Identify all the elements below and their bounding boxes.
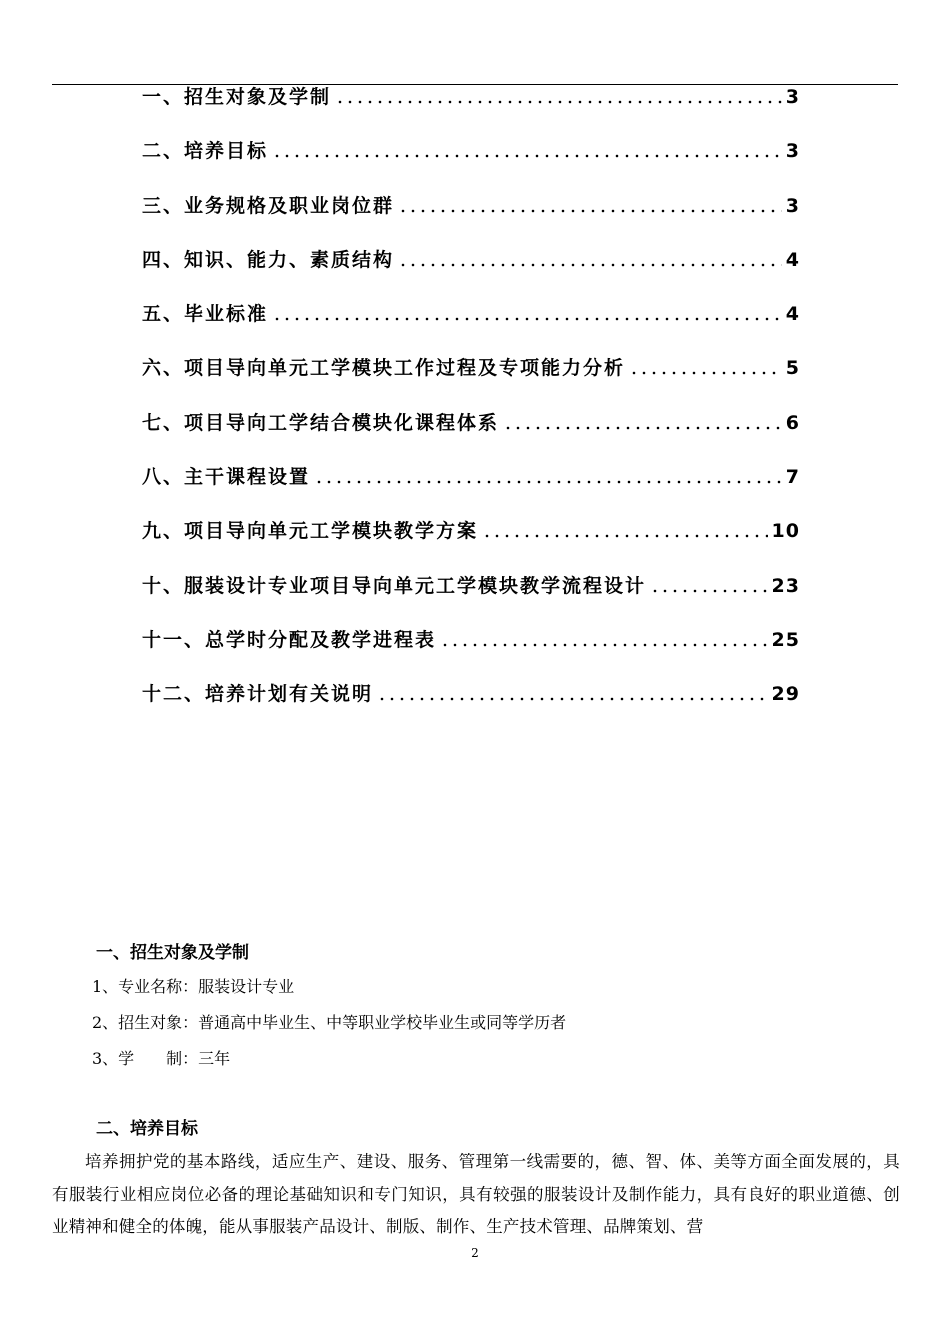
toc-dot-leader: [335, 82, 782, 104]
toc-entry[interactable]: [142, 571, 800, 625]
toc-entry-title: 一、招生对象及学制: [142, 86, 332, 108]
page-number: 2: [471, 1246, 479, 1260]
toc-entry-page: 10: [771, 520, 800, 543]
toc-dot-leader: [272, 136, 782, 158]
section-heading: 二、培养目标: [96, 1119, 198, 1139]
toc-entry[interactable]: [142, 408, 800, 462]
section-heading: 一、招生对象及学制: [96, 943, 249, 963]
toc-entry-page: 3: [785, 86, 800, 108]
toc-entry-title: 十、服装设计专业项目导向单元工学模块教学流程设计: [142, 574, 647, 597]
toc-entry[interactable]: [142, 299, 800, 353]
toc-entry-title: 六、项目导向单元工学模块工作过程及专项能力分析: [142, 357, 626, 380]
toc-dot-leader: [314, 462, 782, 484]
toc-entry-title: 四、知识、能力、素质结构: [142, 248, 395, 271]
toc-entry-page: 3: [785, 194, 800, 217]
toc-entry-page: 6: [785, 411, 800, 434]
toc-entry[interactable]: [142, 82, 800, 136]
toc-entry[interactable]: [142, 191, 800, 245]
toc-entry-page: 5: [785, 357, 800, 380]
table-of-contents: [142, 82, 800, 734]
toc-entry[interactable]: [142, 462, 800, 516]
toc-dot-leader: [398, 191, 782, 213]
toc-entry[interactable]: [142, 245, 800, 299]
toc-entry-title: 十一、总学时分配及教学进程表: [142, 628, 437, 651]
toc-entry-page: 7: [785, 466, 800, 489]
objectives-paragraph: 培养拥护党的基本路线，适应生产、建设、服务、管理第一线需要的，德、智、体、美等方面全面发展的，具有服装行业相应岗位必备的理论基础知识和专门知识，具有较强的服装设计及制作能力，具有良好的职业道德、创业精神和健全的体魄，能从事服装产品设计、制版、制作、生产技术管理、品牌策划、营: [52, 1152, 900, 1236]
program-name-line: 1、专业名称：服装设计专业: [92, 977, 295, 996]
toc-dot-leader: [440, 625, 768, 647]
toc-dot-leader: [272, 299, 782, 321]
toc-dot-leader: [629, 353, 782, 375]
toc-entry[interactable]: [142, 625, 800, 679]
toc-entry-title: 七、项目导向工学结合模块化课程体系: [142, 411, 500, 434]
toc-entry-title: 九、项目导向单元工学模块教学方案: [142, 520, 479, 543]
toc-entry-title: 八、主干课程设置: [142, 466, 311, 489]
toc-entry-page: 4: [785, 303, 800, 326]
toc-entry[interactable]: [142, 353, 800, 407]
toc-entry-page: 3: [785, 140, 800, 163]
duration-line: 3、学 制：三年: [92, 1049, 231, 1068]
toc-entry-title: 十二、培养计划有关说明: [142, 683, 374, 706]
toc-dot-leader: [398, 245, 782, 267]
toc-entry-title: 五、毕业标准: [142, 303, 269, 326]
toc-dot-leader: [377, 679, 768, 701]
toc-entry[interactable]: [142, 679, 800, 733]
toc-entry[interactable]: [142, 136, 800, 190]
toc-entry-page: 25: [771, 628, 800, 651]
toc-entry-title: 二、培养目标: [142, 140, 269, 163]
toc-entry-page: 29: [771, 683, 800, 706]
toc-entry-title: 三、业务规格及职业岗位群: [142, 194, 395, 217]
toc-dot-leader: [482, 516, 768, 538]
toc-entry[interactable]: [142, 516, 800, 570]
toc-entry-page: 23: [771, 574, 800, 597]
toc-entry-page: 4: [785, 248, 800, 271]
enrollment-target-line: 2、招生对象：普通高中毕业生、中等职业学校毕业生或同等学历者: [92, 1013, 567, 1032]
toc-dot-leader: [650, 571, 768, 593]
toc-dot-leader: [503, 408, 782, 430]
